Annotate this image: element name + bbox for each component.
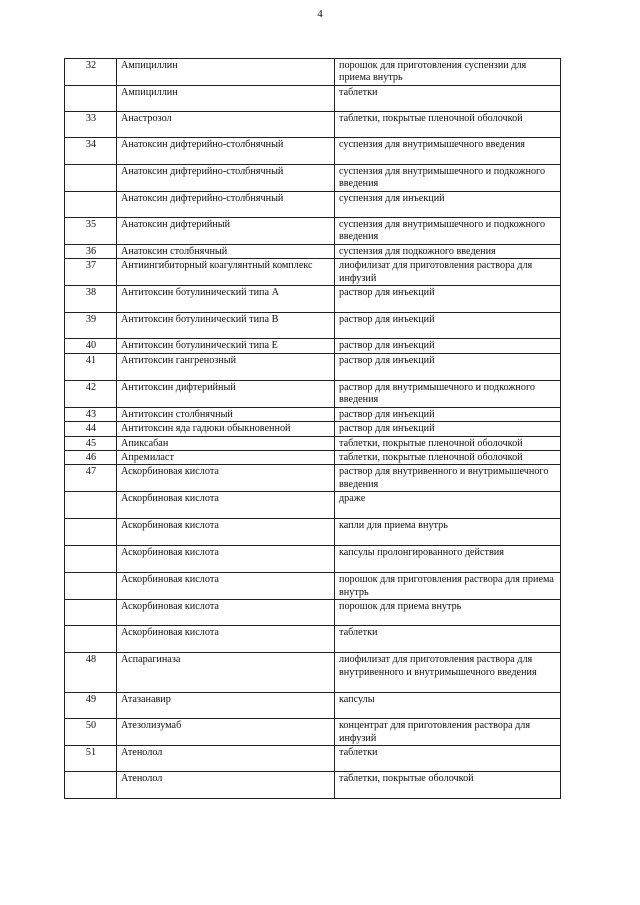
table-row (65, 653, 561, 693)
row-number: 49 (65, 693, 117, 719)
drug-name: Антиингибиторный коагулянтный комплекс (117, 259, 335, 286)
row-number (65, 519, 117, 546)
table-row (65, 719, 561, 746)
table-row (65, 600, 561, 626)
dosage-form: раствор для внутривенного и внутримышечного введения (335, 465, 561, 492)
row-number: 36 (65, 245, 117, 259)
dosage-form: суспензия для внутримышечного введения (335, 138, 561, 165)
row-number: 37 (65, 259, 117, 286)
table-row (65, 112, 561, 138)
dosage-form: лиофилизат для приготовления раствора для внутривенного и внутримышечного введения (335, 653, 561, 693)
row-number (65, 492, 117, 519)
dosage-form: капсулы (335, 693, 561, 719)
dosage-form: раствор для инъекций (335, 286, 561, 313)
dosage-form: таблетки, покрытые пленочной оболочкой (335, 436, 561, 450)
drug-name: Аскорбиновая кислота (117, 600, 335, 626)
drug-name: Атезолизумаб (117, 719, 335, 746)
dosage-form: суспензия для внутримышечного и подкожного введения (335, 165, 561, 192)
dosage-form: капсулы пролонгированного действия (335, 546, 561, 573)
table-row (65, 259, 561, 286)
dosage-form: порошок для приготовления раствора для приема внутрь (335, 573, 561, 600)
table-row (65, 192, 561, 218)
drug-name: Аскорбиновая кислота (117, 573, 335, 600)
dosage-form: таблетки (335, 626, 561, 653)
table-row (65, 436, 561, 450)
table-row (65, 59, 561, 86)
table-row (65, 693, 561, 719)
drug-name: Аскорбиновая кислота (117, 546, 335, 573)
drug-name: Атазанавир (117, 693, 335, 719)
table-row (65, 165, 561, 192)
dosage-form: таблетки (335, 86, 561, 112)
dosage-form: драже (335, 492, 561, 519)
row-number: 48 (65, 653, 117, 693)
row-number (65, 626, 117, 653)
table-row (65, 573, 561, 600)
table-row (65, 519, 561, 546)
dosage-form: порошок для приема внутрь (335, 600, 561, 626)
drug-name: Анастрозол (117, 112, 335, 138)
drug-name: Анатоксин дифтерийный (117, 218, 335, 245)
table-row (65, 451, 561, 465)
dosage-form: порошок для приготовления суспензии для приема внутрь (335, 59, 561, 86)
drug-name: Антитоксин ботулинический типа A (117, 286, 335, 313)
drug-name: Анатоксин дифтерийно-столбнячный (117, 165, 335, 192)
row-number (65, 600, 117, 626)
drug-name: Аскорбиновая кислота (117, 465, 335, 492)
drug-name: Антитоксин столбнячный (117, 407, 335, 421)
row-number: 33 (65, 112, 117, 138)
drug-name: Апиксабан (117, 436, 335, 450)
table-row (65, 138, 561, 165)
dosage-form: лиофилизат для приготовления раствора для инфузий (335, 259, 561, 286)
drug-name: Анатоксин дифтерийно-столбнячный (117, 192, 335, 218)
table-row (65, 465, 561, 492)
drug-name: Атенолол (117, 746, 335, 772)
table-body (65, 59, 561, 799)
table-row (65, 772, 561, 799)
row-number: 42 (65, 380, 117, 407)
drug-name: Аскорбиновая кислота (117, 519, 335, 546)
dosage-form: суспензия для инъекций (335, 192, 561, 218)
drug-name: Анатоксин дифтерийно-столбнячный (117, 138, 335, 165)
drug-name: Антитоксин дифтерийный (117, 380, 335, 407)
row-number: 35 (65, 218, 117, 245)
dosage-form: таблетки, покрытые пленочной оболочкой (335, 451, 561, 465)
table-row (65, 546, 561, 573)
dosage-form: раствор для инъекций (335, 339, 561, 353)
row-number (65, 192, 117, 218)
table-row (65, 746, 561, 772)
drug-name: Антитоксин яда гадюки обыкновенной (117, 422, 335, 436)
row-number: 43 (65, 407, 117, 421)
row-number: 38 (65, 286, 117, 313)
table-row (65, 245, 561, 259)
row-number (65, 573, 117, 600)
drug-name: Атенолол (117, 772, 335, 799)
row-number (65, 165, 117, 192)
drug-name: Аскорбиновая кислота (117, 492, 335, 519)
drug-table (64, 58, 561, 799)
page-number: 4 (317, 8, 323, 20)
drug-name: Анатоксин столбнячный (117, 245, 335, 259)
dosage-form: концентрат для приготовления раствора для инфузий (335, 719, 561, 746)
row-number: 39 (65, 313, 117, 339)
table-row (65, 407, 561, 421)
row-number (65, 546, 117, 573)
drug-name: Антитоксин ботулинический типа E (117, 339, 335, 353)
table-row (65, 422, 561, 436)
drug-name: Аскорбиновая кислота (117, 626, 335, 653)
table-row (65, 86, 561, 112)
dosage-form: таблетки, покрытые пленочной оболочкой (335, 112, 561, 138)
dosage-form: раствор для внутримышечного и подкожного введения (335, 380, 561, 407)
table-row (65, 492, 561, 519)
table-row (65, 353, 561, 380)
table-row (65, 218, 561, 245)
drug-name: Аспарагиназа (117, 653, 335, 693)
row-number: 47 (65, 465, 117, 492)
drug-name: Апремиласт (117, 451, 335, 465)
dosage-form: раствор для инъекций (335, 422, 561, 436)
row-number: 50 (65, 719, 117, 746)
row-number: 32 (65, 59, 117, 86)
row-number: 51 (65, 746, 117, 772)
dosage-form: суспензия для подкожного введения (335, 245, 561, 259)
table-row (65, 380, 561, 407)
row-number: 34 (65, 138, 117, 165)
drug-name: Ампициллин (117, 59, 335, 86)
dosage-form: таблетки, покрытые оболочкой (335, 772, 561, 799)
drug-name: Антитоксин гангренозный (117, 353, 335, 380)
table-row (65, 339, 561, 353)
table-row (65, 286, 561, 313)
drug-name: Антитоксин ботулинический типа B (117, 313, 335, 339)
row-number (65, 772, 117, 799)
row-number: 41 (65, 353, 117, 380)
dosage-form: суспензия для внутримышечного и подкожного введения (335, 218, 561, 245)
drug-name: Ампициллин (117, 86, 335, 112)
row-number: 40 (65, 339, 117, 353)
row-number: 46 (65, 451, 117, 465)
table-row (65, 626, 561, 653)
dosage-form: таблетки (335, 746, 561, 772)
table-row (65, 313, 561, 339)
dosage-form: раствор для инъекций (335, 353, 561, 380)
row-number (65, 86, 117, 112)
row-number: 44 (65, 422, 117, 436)
dosage-form: капли для приема внутрь (335, 519, 561, 546)
dosage-form: раствор для инъекций (335, 313, 561, 339)
row-number: 45 (65, 436, 117, 450)
dosage-form: раствор для инъекций (335, 407, 561, 421)
